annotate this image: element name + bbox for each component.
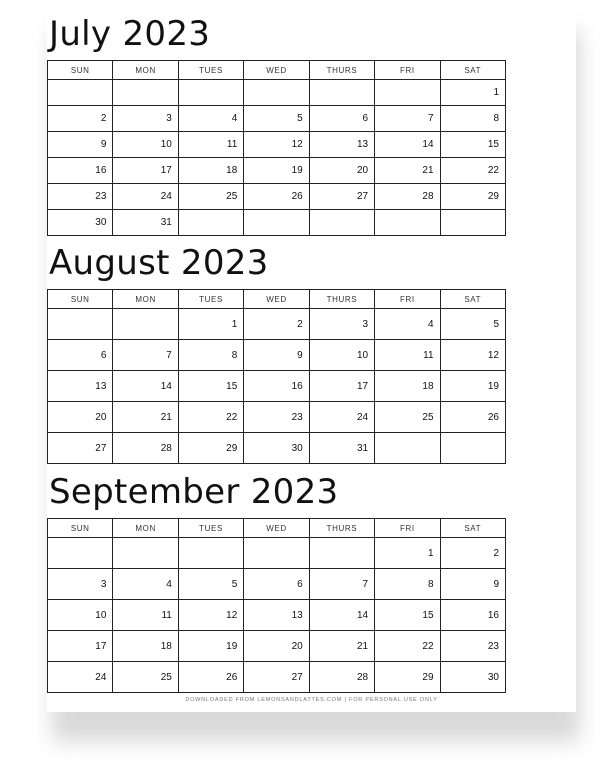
day-cell: 2 (244, 309, 309, 340)
day-cell: 16 (440, 600, 505, 631)
day-cell: 19 (244, 158, 309, 184)
day-cell: 3 (309, 309, 374, 340)
week-row (48, 106, 506, 132)
day-cell: 4 (375, 309, 440, 340)
day-cell: 27 (244, 662, 309, 693)
day-cell: 5 (244, 106, 309, 132)
day-cell: 29 (178, 433, 243, 464)
day-cell: 12 (244, 132, 309, 158)
day-cell: 22 (375, 631, 440, 662)
month-title: July 2023 (49, 14, 211, 54)
day-cell: 28 (375, 184, 440, 210)
day-cell: 31 (113, 210, 178, 236)
day-cell: 29 (375, 662, 440, 693)
weekday-header: WED (244, 290, 309, 309)
day-cell: 13 (309, 132, 374, 158)
week-row (48, 662, 506, 693)
calendar-grid (47, 60, 506, 236)
weekday-header: SUN (48, 61, 113, 80)
week-row (48, 538, 506, 569)
weekday-header: THURS (309, 290, 374, 309)
day-cell: 11 (178, 132, 243, 158)
day-cell: 5 (440, 309, 505, 340)
day-cell: 30 (440, 662, 505, 693)
day-cell: 26 (244, 184, 309, 210)
day-cell: 3 (48, 569, 113, 600)
day-cell: 19 (440, 371, 505, 402)
day-cell: 22 (178, 402, 243, 433)
week-row (48, 309, 506, 340)
day-cell: 25 (178, 184, 243, 210)
week-row (48, 184, 506, 210)
day-cell: 25 (375, 402, 440, 433)
day-cell: 23 (440, 631, 505, 662)
empty-day-cell (48, 309, 113, 340)
empty-day-cell (178, 538, 243, 569)
weekday-header-row (48, 290, 506, 309)
day-cell: 12 (178, 600, 243, 631)
week-row (48, 631, 506, 662)
day-cell: 27 (48, 433, 113, 464)
day-cell: 8 (440, 106, 505, 132)
day-cell: 8 (375, 569, 440, 600)
day-cell: 12 (440, 340, 505, 371)
weekday-header: FRI (375, 61, 440, 80)
day-cell: 6 (309, 106, 374, 132)
day-cell: 23 (48, 184, 113, 210)
day-cell: 20 (244, 631, 309, 662)
calendar-grid (47, 289, 506, 464)
day-cell: 18 (178, 158, 243, 184)
footer-note: DOWNLOADED FROM LEMONSANDLATTES.COM | FOR PERSONAL USE ONLY (185, 697, 438, 703)
week-row (48, 402, 506, 433)
day-cell: 31 (309, 433, 374, 464)
day-cell: 10 (309, 340, 374, 371)
empty-day-cell (113, 80, 178, 106)
day-cell: 6 (244, 569, 309, 600)
day-cell: 14 (375, 132, 440, 158)
day-cell: 28 (113, 433, 178, 464)
empty-day-cell (309, 210, 374, 236)
empty-day-cell (48, 538, 113, 569)
day-cell: 4 (178, 106, 243, 132)
empty-day-cell (178, 210, 243, 236)
day-cell: 11 (375, 340, 440, 371)
day-cell: 9 (440, 569, 505, 600)
day-cell: 26 (440, 402, 505, 433)
empty-day-cell (113, 538, 178, 569)
day-cell: 5 (178, 569, 243, 600)
day-cell: 13 (48, 371, 113, 402)
empty-day-cell (244, 538, 309, 569)
day-cell: 1 (440, 80, 505, 106)
day-cell: 8 (178, 340, 243, 371)
day-cell: 13 (244, 600, 309, 631)
day-cell: 16 (48, 158, 113, 184)
day-cell: 15 (375, 600, 440, 631)
weekday-header: MON (113, 519, 178, 538)
week-row (48, 80, 506, 106)
day-cell: 27 (309, 184, 374, 210)
day-cell: 14 (309, 600, 374, 631)
month-title: August 2023 (49, 243, 269, 283)
day-cell: 20 (309, 158, 374, 184)
empty-day-cell (178, 80, 243, 106)
day-cell: 2 (440, 538, 505, 569)
day-cell: 10 (113, 132, 178, 158)
day-cell: 29 (440, 184, 505, 210)
day-cell: 30 (244, 433, 309, 464)
day-cell: 16 (244, 371, 309, 402)
week-row (48, 210, 506, 236)
empty-day-cell (375, 433, 440, 464)
day-cell: 19 (178, 631, 243, 662)
day-cell: 7 (375, 106, 440, 132)
month-title: September 2023 (49, 472, 339, 512)
day-cell: 21 (309, 631, 374, 662)
day-cell: 25 (113, 662, 178, 693)
day-cell: 24 (309, 402, 374, 433)
week-row (48, 371, 506, 402)
empty-day-cell (309, 80, 374, 106)
weekday-header: FRI (375, 519, 440, 538)
empty-day-cell (375, 80, 440, 106)
weekday-header: WED (244, 61, 309, 80)
weekday-header: TUES (178, 61, 243, 80)
weekday-header: SUN (48, 519, 113, 538)
day-cell: 2 (48, 106, 113, 132)
week-row (48, 158, 506, 184)
week-row (48, 569, 506, 600)
day-cell: 24 (113, 184, 178, 210)
day-cell: 24 (48, 662, 113, 693)
weekday-header: TUES (178, 519, 243, 538)
day-cell: 21 (113, 402, 178, 433)
weekday-header: THURS (309, 61, 374, 80)
weekday-header: WED (244, 519, 309, 538)
week-row (48, 132, 506, 158)
empty-day-cell (440, 433, 505, 464)
day-cell: 26 (178, 662, 243, 693)
day-cell: 1 (375, 538, 440, 569)
day-cell: 4 (113, 569, 178, 600)
week-row (48, 433, 506, 464)
day-cell: 23 (244, 402, 309, 433)
weekday-header: THURS (309, 519, 374, 538)
weekday-header-row (48, 519, 506, 538)
weekday-header: SAT (440, 519, 505, 538)
weekday-header: FRI (375, 290, 440, 309)
calendar-grid (47, 518, 506, 693)
day-cell: 1 (178, 309, 243, 340)
day-cell: 28 (309, 662, 374, 693)
empty-day-cell (244, 80, 309, 106)
day-cell: 17 (309, 371, 374, 402)
day-cell: 3 (113, 106, 178, 132)
day-cell: 9 (244, 340, 309, 371)
empty-day-cell (309, 538, 374, 569)
weekday-header: MON (113, 290, 178, 309)
week-row (48, 340, 506, 371)
week-row (48, 600, 506, 631)
weekday-header: SAT (440, 61, 505, 80)
empty-day-cell (375, 210, 440, 236)
day-cell: 7 (113, 340, 178, 371)
empty-day-cell (244, 210, 309, 236)
day-cell: 18 (375, 371, 440, 402)
day-cell: 6 (48, 340, 113, 371)
day-cell: 14 (113, 371, 178, 402)
day-cell: 17 (113, 158, 178, 184)
day-cell: 21 (375, 158, 440, 184)
empty-day-cell (113, 309, 178, 340)
weekday-header: SAT (440, 290, 505, 309)
weekday-header: TUES (178, 290, 243, 309)
day-cell: 22 (440, 158, 505, 184)
empty-day-cell (48, 80, 113, 106)
day-cell: 7 (309, 569, 374, 600)
day-cell: 10 (48, 600, 113, 631)
day-cell: 20 (48, 402, 113, 433)
day-cell: 17 (48, 631, 113, 662)
day-cell: 15 (440, 132, 505, 158)
day-cell: 30 (48, 210, 113, 236)
day-cell: 9 (48, 132, 113, 158)
empty-day-cell (440, 210, 505, 236)
day-cell: 18 (113, 631, 178, 662)
weekday-header: SUN (48, 290, 113, 309)
day-cell: 15 (178, 371, 243, 402)
weekday-header-row (48, 61, 506, 80)
weekday-header: MON (113, 61, 178, 80)
day-cell: 11 (113, 600, 178, 631)
